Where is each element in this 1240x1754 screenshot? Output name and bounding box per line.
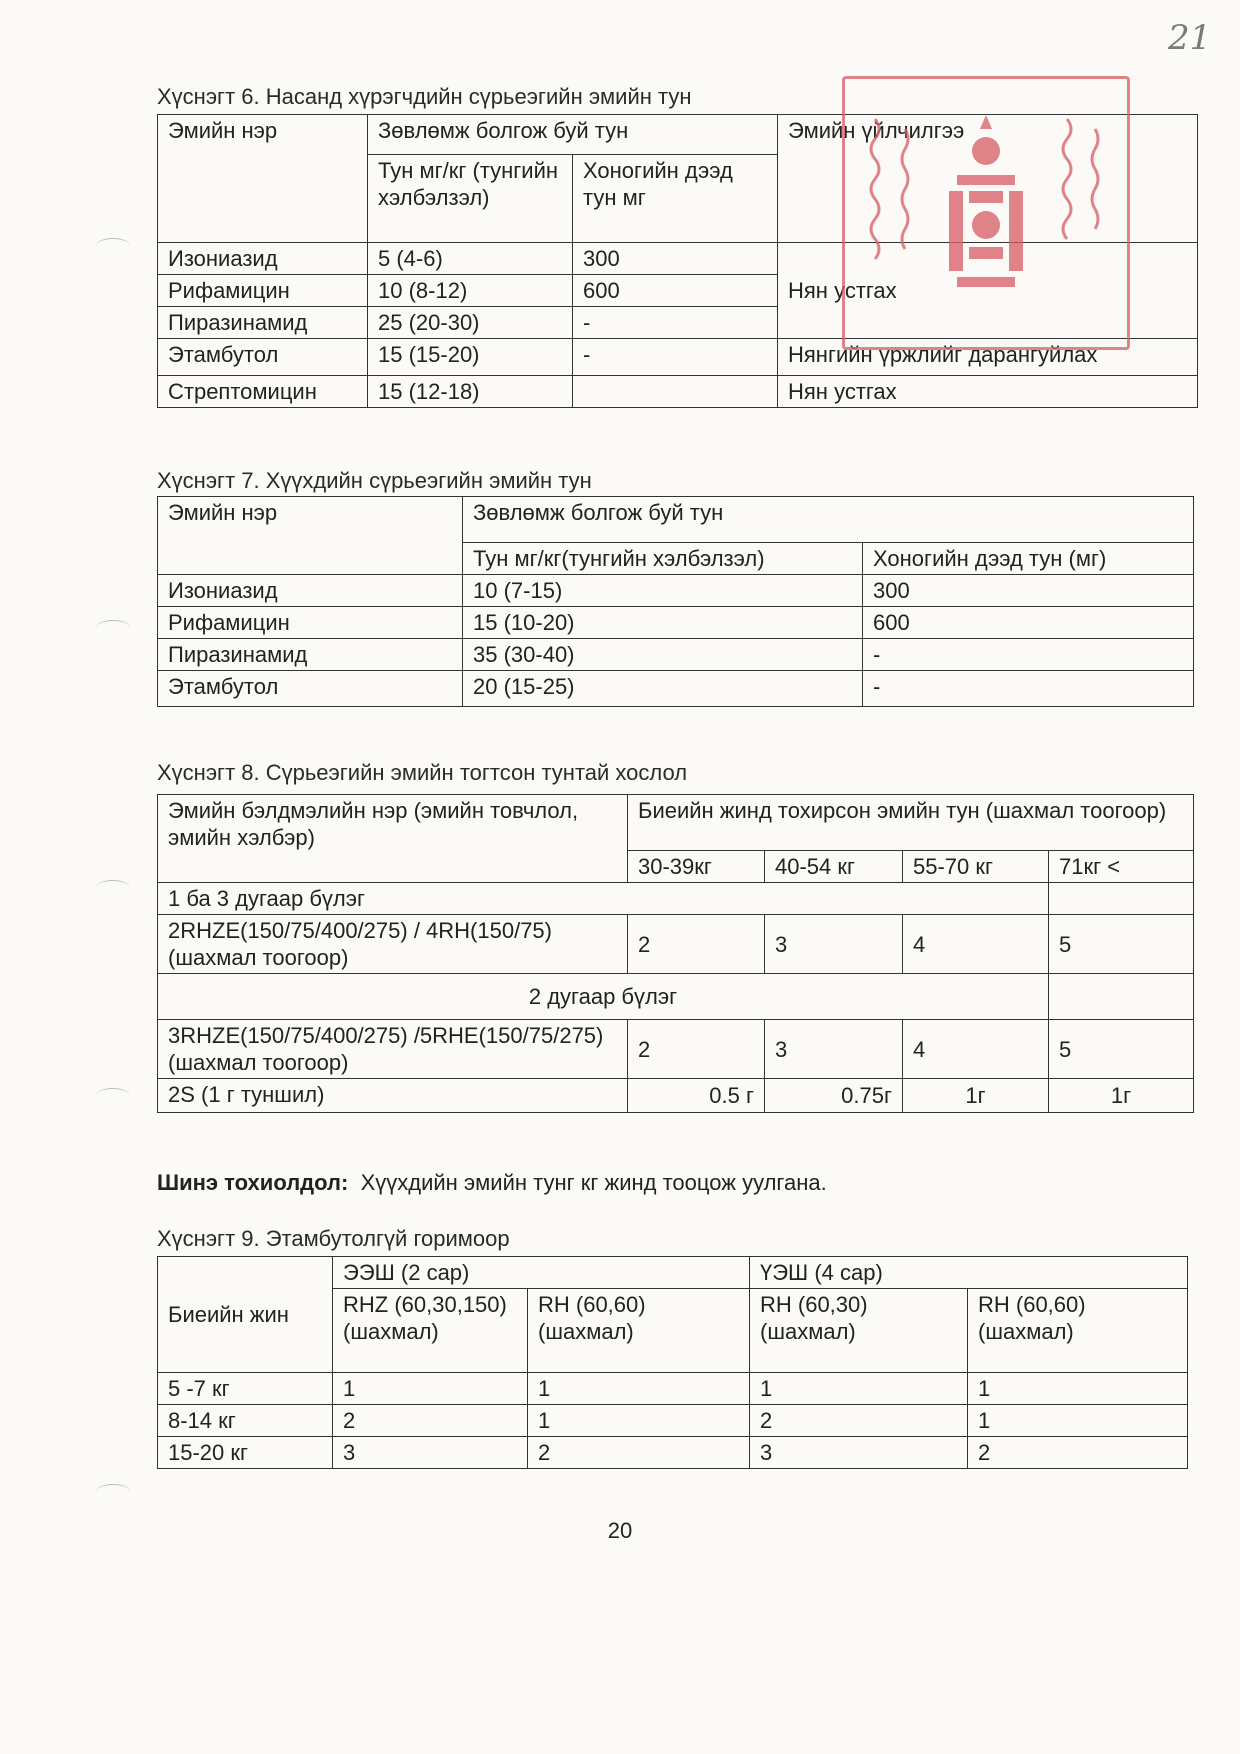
table8-value: 3 bbox=[765, 915, 903, 974]
table9-caption: Хүснэгт 9. Этамбутолгүй горимоор bbox=[157, 1226, 510, 1251]
table7-drug: Рифамицин bbox=[158, 607, 463, 639]
table9-weight: 8-14 кг bbox=[158, 1405, 333, 1437]
table6-max: - bbox=[573, 307, 778, 339]
new-case-note bbox=[157, 1170, 827, 1196]
table-row bbox=[158, 1405, 1188, 1437]
table9-header-drug: RH (60,60) (шахмал) bbox=[528, 1289, 750, 1373]
table8-header-weight: 30-39кг bbox=[628, 851, 765, 883]
table-row bbox=[158, 1020, 1194, 1079]
table6-header-drug: Эмийн нэр bbox=[158, 115, 368, 243]
table8-value: 1г bbox=[1049, 1079, 1194, 1113]
table8-group-label: 2 дугаар бүлэг bbox=[158, 974, 1049, 1020]
table8-caption: Хүснэгт 8. Сүрьеэгийн эмийн тогтсон тунтай хослол bbox=[157, 760, 688, 785]
table9-value: 2 bbox=[333, 1405, 528, 1437]
table9-header-drug: RHZ (60,30,150) (шахмал) bbox=[333, 1289, 528, 1373]
table6-header-dose: Тун мг/кг (тунгийн хэлбэлзэл) bbox=[368, 155, 573, 243]
table7-drug: Пиразинамид bbox=[158, 639, 463, 671]
table-row bbox=[158, 376, 1198, 408]
table6-dose: 25 (20-30) bbox=[368, 307, 573, 339]
table6-caption: Хүснэгт 6. Насанд хүрэгчдийн сүрьеэгийн эмийн тун bbox=[157, 84, 692, 109]
table7-dose: 15 (10-20) bbox=[463, 607, 863, 639]
table-row bbox=[158, 671, 1194, 707]
binder-hole-mark bbox=[96, 1484, 130, 1499]
table6-dose: 15 (12-18) bbox=[368, 376, 573, 408]
table9-value: 1 bbox=[528, 1405, 750, 1437]
table8-regimen: 2S (1 г туншил) bbox=[158, 1079, 628, 1113]
page-number: 20 bbox=[607, 1518, 633, 1543]
table-row bbox=[158, 1373, 1188, 1405]
table7-header-max: Хоногийн дээд тун (мг) bbox=[863, 543, 1194, 575]
table9-value: 2 bbox=[528, 1437, 750, 1469]
table7-caption: Хүснэгт 7. Хүүхдийн сүрьеэгийн эмийн тун bbox=[157, 468, 592, 493]
table7-child-tb-dosage bbox=[157, 496, 1194, 707]
table8-empty-cell bbox=[1049, 974, 1194, 1020]
table7-header-recommended: Зөвлөмж болгож буй тун bbox=[463, 497, 1194, 543]
table8-value: 5 bbox=[1049, 1020, 1194, 1079]
binder-hole-mark bbox=[96, 620, 130, 635]
table9-weight: 15-20 кг bbox=[158, 1437, 333, 1469]
table8-header-dose: Биеийн жинд тохирсон эмийн тун (шахмал тоогоор) bbox=[628, 795, 1194, 851]
table6-dose: 10 (8-12) bbox=[368, 275, 573, 307]
table9-header-weight: Биеийн жин bbox=[158, 1257, 333, 1373]
table9-header-continuation: ҮЭШ (4 сар) bbox=[750, 1257, 1188, 1289]
table8-header-weight: 40-54 кг bbox=[765, 851, 903, 883]
table8-regimen: 2RHZE(150/75/400/275) / 4RH(150/75) (шахмал тоогоор) bbox=[158, 915, 628, 974]
table8-value: 4 bbox=[903, 915, 1049, 974]
table-row bbox=[158, 607, 1194, 639]
table-row bbox=[158, 915, 1194, 974]
table7-dose: 10 (7-15) bbox=[463, 575, 863, 607]
table9-weight: 5 -7 кг bbox=[158, 1373, 333, 1405]
table9-value: 1 bbox=[750, 1373, 968, 1405]
binder-hole-mark bbox=[96, 1088, 130, 1103]
table8-value: 4 bbox=[903, 1020, 1049, 1079]
table7-max: - bbox=[863, 671, 1194, 707]
table8-regimen: 3RHZE(150/75/400/275) /5RHE(150/75/275) (шахмал тоогоор) bbox=[158, 1020, 628, 1079]
table9-value: 3 bbox=[750, 1437, 968, 1469]
table6-drug: Рифамицин bbox=[158, 275, 368, 307]
table9-value: 3 bbox=[333, 1437, 528, 1469]
table-row bbox=[158, 575, 1194, 607]
table6-drug: Стрептомицин bbox=[158, 376, 368, 408]
table-row bbox=[158, 1437, 1188, 1469]
table9-ethambutol-free-regimen bbox=[157, 1256, 1188, 1469]
table9-value: 2 bbox=[968, 1437, 1188, 1469]
table8-value: 2 bbox=[628, 915, 765, 974]
table8-value: 3 bbox=[765, 1020, 903, 1079]
table6-drug: Пиразинамид bbox=[158, 307, 368, 339]
table6-header-action: Эмийн үйлчилгээ bbox=[778, 115, 1198, 243]
table8-value: 0.5 г bbox=[628, 1079, 765, 1113]
table6-dose: 15 (15-20) bbox=[368, 339, 573, 376]
table8-value: 1г bbox=[903, 1079, 1049, 1113]
note-text: Хүүхдийн эмийн тунг кг жинд тооцож уулгана. bbox=[360, 1170, 827, 1195]
table8-header-weight: 55-70 кг bbox=[903, 851, 1049, 883]
table7-header-dose: Тун мг/кг(тунгийн хэлбэлзэл) bbox=[463, 543, 863, 575]
table9-header-intensive: ЭЭШ (2 сар) bbox=[333, 1257, 750, 1289]
table6-action: Нянгийн үржлийг дарангуйлах bbox=[778, 339, 1198, 376]
table8-header-name: Эмийн бэлдмэлийн нэр (эмийн товчлол, эмийн хэлбэр) bbox=[158, 795, 628, 883]
table8-header-weight: 71кг < bbox=[1049, 851, 1194, 883]
table8-group-label: 1 ба 3 дугаар бүлэг bbox=[158, 883, 1049, 915]
table8-fixed-dose-combination bbox=[157, 794, 1194, 1113]
table6-max: 300 bbox=[573, 243, 778, 275]
table9-value: 1 bbox=[333, 1373, 528, 1405]
corner-page-mark: 21 bbox=[1168, 18, 1212, 58]
binder-hole-mark bbox=[96, 238, 130, 253]
table6-max: - bbox=[573, 339, 778, 376]
table7-dose: 20 (15-25) bbox=[463, 671, 863, 707]
table7-max: 600 bbox=[863, 607, 1194, 639]
table7-drug: Этамбутол bbox=[158, 671, 463, 707]
table6-max bbox=[573, 376, 778, 408]
table-row bbox=[158, 1079, 1194, 1113]
binder-hole-mark bbox=[96, 880, 130, 895]
note-label: Шинэ тохиолдол: bbox=[157, 1170, 349, 1195]
table9-header-drug: RH (60,60) (шахмал) bbox=[968, 1289, 1188, 1373]
table8-value: 2 bbox=[628, 1020, 765, 1079]
table6-action: Нян устгах bbox=[778, 243, 1198, 339]
table6-header-max: Хоногийн дээд тун мг bbox=[573, 155, 778, 243]
table8-empty-cell bbox=[1049, 883, 1194, 915]
table6-drug: Изониазид bbox=[158, 243, 368, 275]
official-stamp bbox=[842, 76, 1130, 350]
table6-max: 600 bbox=[573, 275, 778, 307]
table8-value: 5 bbox=[1049, 915, 1194, 974]
table9-value: 2 bbox=[750, 1405, 968, 1437]
table6-header-recommended: Зөвлөмж болгож буй тун bbox=[368, 115, 778, 155]
table9-value: 1 bbox=[968, 1405, 1188, 1437]
table6-action: Нян устгах bbox=[778, 376, 1198, 408]
table7-drug: Изониазид bbox=[158, 575, 463, 607]
table7-max: - bbox=[863, 639, 1194, 671]
table7-dose: 35 (30-40) bbox=[463, 639, 863, 671]
table8-value: 0.75г bbox=[765, 1079, 903, 1113]
table6-drug: Этамбутол bbox=[158, 339, 368, 376]
table-row bbox=[158, 639, 1194, 671]
table9-value: 1 bbox=[528, 1373, 750, 1405]
table6-dose: 5 (4-6) bbox=[368, 243, 573, 275]
table7-header-drug: Эмийн нэр bbox=[158, 497, 463, 575]
state-emblem-icon bbox=[845, 79, 1127, 347]
table9-value: 1 bbox=[968, 1373, 1188, 1405]
table9-header-drug: RH (60,30) (шахмал) bbox=[750, 1289, 968, 1373]
table7-max: 300 bbox=[863, 575, 1194, 607]
